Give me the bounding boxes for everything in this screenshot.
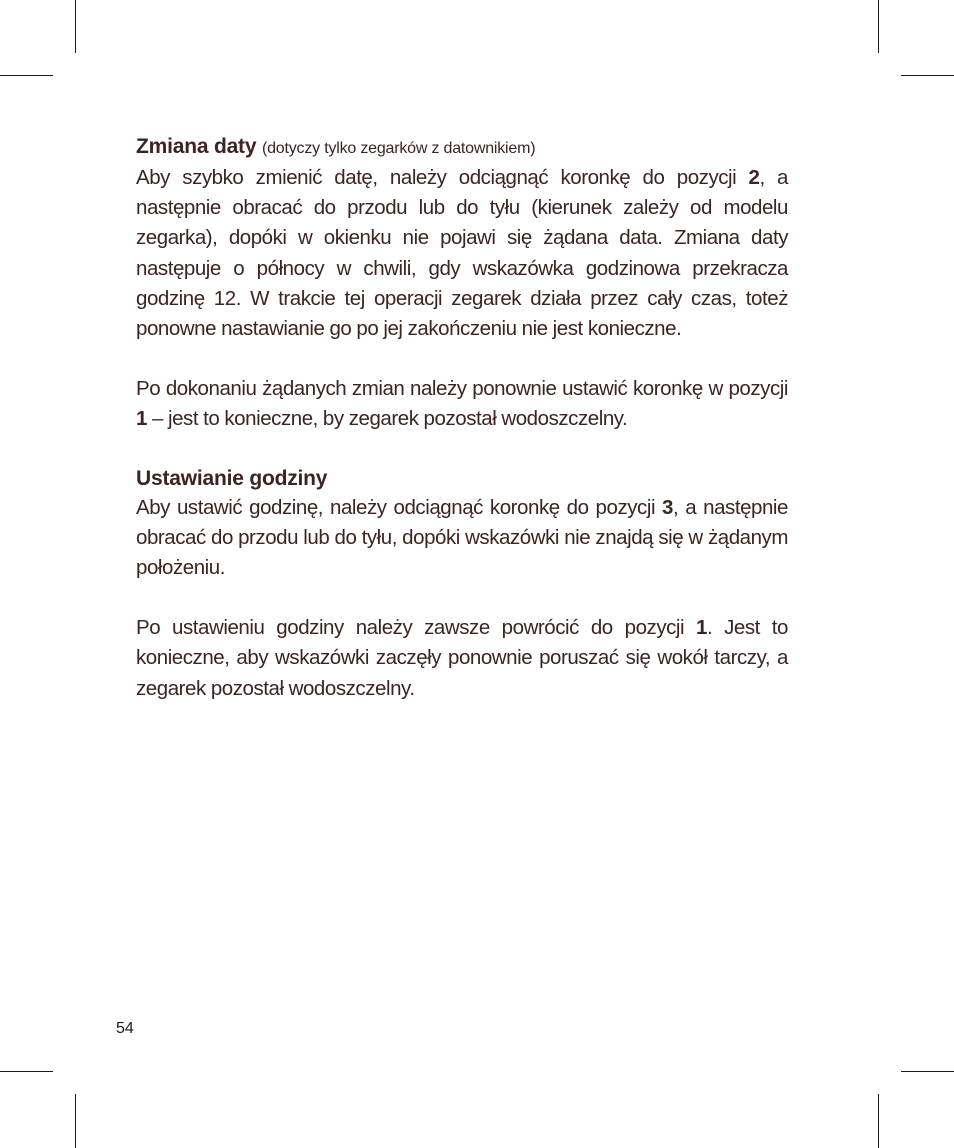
page-number: 54 (116, 1020, 134, 1037)
crop-mark-top-right-horizontal (901, 75, 954, 76)
section-title: Zmiana daty (136, 135, 257, 158)
position-number: 1 (136, 407, 147, 431)
crop-mark-bottom-right-horizontal (901, 1071, 954, 1072)
paragraph (136, 493, 788, 584)
paragraph-text: , a następnie obracać do przodu lub do tyłu (kierunek zależy od modelu zegarka), dopóki w okienku nie pojawi się żądana data. Zmiana daty następuje o północy w chwili, gdy wskazówka godzinowa przekracza godzinę 12. W trakcie tej operacji zegarek działa przez cały czas, toteż ponowne nastawianie go po jej zakończeniu nie jest konieczne. (136, 166, 788, 341)
position-number: 2 (748, 166, 760, 189)
position-number: 3 (662, 495, 673, 519)
crop-mark-top-right-vertical (878, 0, 879, 53)
section-time-setting (136, 465, 788, 704)
section-title: Ustawianie godziny (136, 466, 328, 490)
crop-mark-top-left-horizontal (0, 75, 53, 76)
paragraph (136, 374, 788, 434)
paragraph (136, 163, 788, 344)
paragraph-text: Aby ustawić godzinę, należy odciągnąć koronkę do pozycji (136, 495, 663, 519)
page-content (136, 133, 788, 704)
crop-mark-top-left-vertical (75, 0, 76, 53)
paragraph-text: Po dokonaniu żądanych zmian należy ponownie ustawić koronkę w pozycji (136, 377, 788, 401)
paragraph (136, 613, 788, 704)
crop-mark-bottom-right-vertical (878, 1094, 879, 1148)
paragraph-text: , a następnie obracać do przodu lub do tyłu, dopóki wskazówki nie znajdą się w żądanym położeniu. (136, 495, 788, 580)
position-number: 1 (696, 616, 707, 640)
crop-mark-bottom-left-vertical (75, 1094, 76, 1148)
paragraph-text: – jest to konieczne, by zegarek pozostał wodoszczelny. (146, 407, 628, 431)
section-spacer (136, 435, 788, 465)
section-subtitle: (dotyczy tylko zegarków z datownikiem) (261, 140, 536, 157)
section-date-change (136, 133, 788, 435)
paragraph-spacer (136, 344, 788, 374)
paragraph-text: Po ustawieniu godziny należy zawsze powrócić do pozycji (136, 616, 697, 640)
paragraph-text: Aby szybko zmienić datę, należy odciągnąć koronkę do pozycji (136, 166, 749, 189)
paragraph-spacer (136, 583, 788, 613)
paragraph-text: . Jest to konieczne, aby wskazówki zaczęły ponownie poruszać się wokół tarczy, a zegarek pozostał wodoszczelny. (136, 616, 788, 700)
section-heading (136, 133, 788, 163)
crop-mark-bottom-left-horizontal (0, 1071, 53, 1072)
section-heading (136, 465, 788, 493)
